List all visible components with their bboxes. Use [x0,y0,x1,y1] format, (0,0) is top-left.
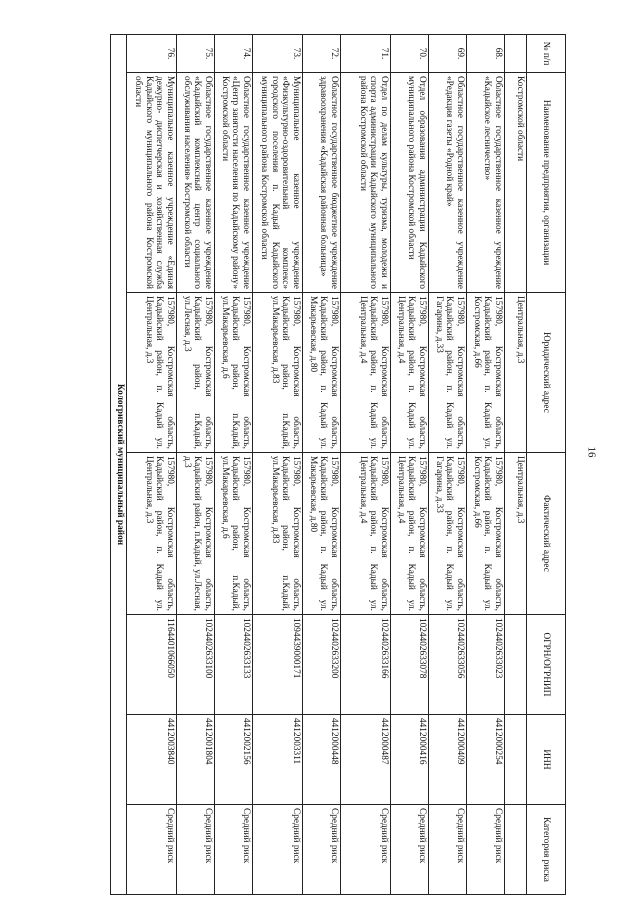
cell-name: Костромской области [505,73,527,293]
cell-ogrn: 1024402633200 [303,615,341,715]
cell-name: Областное государственное казенное учреждение «Кадыйский комплексный центр социального обслуживания населения» Костромской области [177,73,215,293]
cell-ogrn: 1024402633056 [429,615,467,715]
cell-name: Отдел по делам культуры, туризма, молодежи и спорта администрации Кадыйского муниципального района Костромской области [341,73,391,293]
district-header-row [111,35,127,895]
cell-legal-address: 157980, Костромская область, Кадыйский район, п.Кадый, ул.Лесная, д.3 [177,293,215,453]
cell-inn: 4412000409 [429,715,467,805]
cell-inn: 4412000416 [391,715,429,805]
header-risk: Категория риска [527,805,566,895]
cell-risk: Средний риск [127,805,177,895]
table-row [341,35,391,895]
cell-name: Муниципальное казенное учреждение «Физкультурно-оздоровительный комплекс» городского поселения п. Кадый Кадыйского муниципального района Костромской области [253,73,303,293]
cell-inn: 4412000254 [467,715,505,805]
cell-risk: Средний риск [391,805,429,895]
cell-num: 71. [341,35,391,73]
cell-inn [505,715,527,805]
header-legal-address: Юридический адрес [527,293,566,453]
cell-risk: Средний риск [253,805,303,895]
cell-name: Областное государственное казенное учреждение «Центр занятости населения по Кадыйскому району» Костромской области [215,73,253,293]
cell-actual-address: 157980, Костромская область, Кадыйский район, п.Кадый, ул.Макарьевская, д.6 [215,453,253,615]
page-number: 16 [585,446,598,458]
table-row [303,35,341,895]
cell-ogrn: 1164401066050 [127,615,177,715]
cell-inn: 4412002156 [215,715,253,805]
cell-num: 70. [391,35,429,73]
cell-num: 74. [215,35,253,73]
cell-risk: Средний риск [303,805,341,895]
cell-ogrn: 1024402633078 [391,615,429,715]
table-row [215,35,253,895]
cell-name: Муниципальное казенное учреждение «Единая дежурно- диспетчерская и хозяйственная служба Кадыйского муниципального района Костромской области [127,73,177,293]
cell-actual-address: Центральная, д.3 [505,453,527,615]
cell-ogrn: 1094439000171 [253,615,303,715]
cell-inn: 4412000448 [303,715,341,805]
cell-inn: 4412000487 [341,715,391,805]
cell-name: Областное государственное казенное учреждение «Кадыйское лесничество» [467,73,505,293]
cell-ogrn [505,615,527,715]
cell-ogrn: 1024402633166 [341,615,391,715]
cell-actual-address: 157980, Костромская область, Кадыйский район, п.Кадый, ул.Макарьевская, д.83 [253,453,303,615]
district-title: Кологривский муниципальный район [111,35,127,895]
cell-num [505,35,527,73]
cell-legal-address: 157980, Костромская область, Кадыйский район, п. Кадый ул. Гагарина, д.33 [429,293,467,453]
cell-legal-address: 157980, Костромская область, Кадыйский район, п. Кадый ул. Центральная, д.3 [127,293,177,453]
cell-ogrn: 1024402633133 [215,615,253,715]
cell-risk [505,805,527,895]
cell-legal-address: 157980, Костромская область, Кадыйский район, п.Кадый, ул.Макарьевская, д.6 [215,293,253,453]
cell-legal-address: Центральная, д.3 [505,293,527,453]
table-header-row [527,35,566,895]
organizations-table [110,34,566,895]
cell-actual-address: 157980, Костромская область, Кадыйский район, п. Кадый ул. Костромская, д.66 [467,453,505,615]
cell-num: 73. [253,35,303,73]
cell-risk: Средний риск [467,805,505,895]
cell-risk: Средний риск [215,805,253,895]
cell-num: 69. [429,35,467,73]
cell-ogrn: 1024402633100 [177,615,215,715]
cell-risk: Средний риск [341,805,391,895]
cell-name: Областное государственное казенное учреждение «Редакция газеты «Родной край» [429,73,467,293]
cell-num: 68. [467,35,505,73]
cell-num: 72. [303,35,341,73]
cell-inn: 4412003840 [127,715,177,805]
cell-inn: 4412003311 [253,715,303,805]
header-inn: ИНН [527,715,566,805]
cell-actual-address: 157980, Костромская область, Кадыйский район, п.Кадый, ул.Лесная, д.3 [177,453,215,615]
cell-risk: Средний риск [429,805,467,895]
header-actual-address: Фактический адрес [527,453,566,615]
cell-ogrn: 1024402633023 [467,615,505,715]
table-row [177,35,215,895]
table-row [467,35,505,895]
table-row-continuation [505,35,527,895]
table-row [391,35,429,895]
header-num: № п/п [527,35,566,73]
cell-num: 75. [177,35,215,73]
table-row [127,35,177,895]
cell-risk: Средний риск [177,805,215,895]
cell-name: Отдел образования администрации Кадыйского муниципального района Костромской области [391,73,429,293]
table-row [429,35,467,895]
cell-legal-address: 157980, Костромская область, Кадыйский район, п. Кадый ул. Макарьевская, д.80 [303,293,341,453]
cell-actual-address: 157980, Костромская область, Кадыйский район, п. Кадый ул. Макарьевская, д.80 [303,453,341,615]
cell-legal-address: 157980, Костромская область, Кадыйский район, п. Кадый ул. Костромская, д.66 [467,293,505,453]
table-row [253,35,303,895]
cell-actual-address: 157980, Костромская область, Кадыйский район, п. Кадый ул. Центральная, д.4 [341,453,391,615]
cell-legal-address: 157980, Костромская область, Кадыйский район, п. Кадый ул. Центральная, д.4 [391,293,429,453]
header-ogrn: ОГРН/ОГРНИП [527,615,566,715]
cell-name: Областное государственное бюджетное учреждение здравоохранения «Кадыйская районная больница» [303,73,341,293]
cell-legal-address: 157980, Костромская область, Кадыйский район, п. Кадый ул. Центральная, д.4 [341,293,391,453]
cell-actual-address: 157980, Костромская область, Кадыйский район, п. Кадый ул. Центральная, д.4 [391,453,429,615]
header-name: Наименование предприятия, организации [527,73,566,293]
cell-actual-address: 157980, Костромская область, Кадыйский район, п. Кадый ул. Гагарина, д.33 [429,453,467,615]
cell-actual-address: 157980, Костромская область, Кадыйский район, п. Кадый ул. Центральная, д.3 [127,453,177,615]
cell-legal-address: 157980, Костромская область, Кадыйский район, п.Кадый, ул.Макарьевская, д.83 [253,293,303,453]
cell-inn: 4412001804 [177,715,215,805]
cell-num: 76. [127,35,177,73]
